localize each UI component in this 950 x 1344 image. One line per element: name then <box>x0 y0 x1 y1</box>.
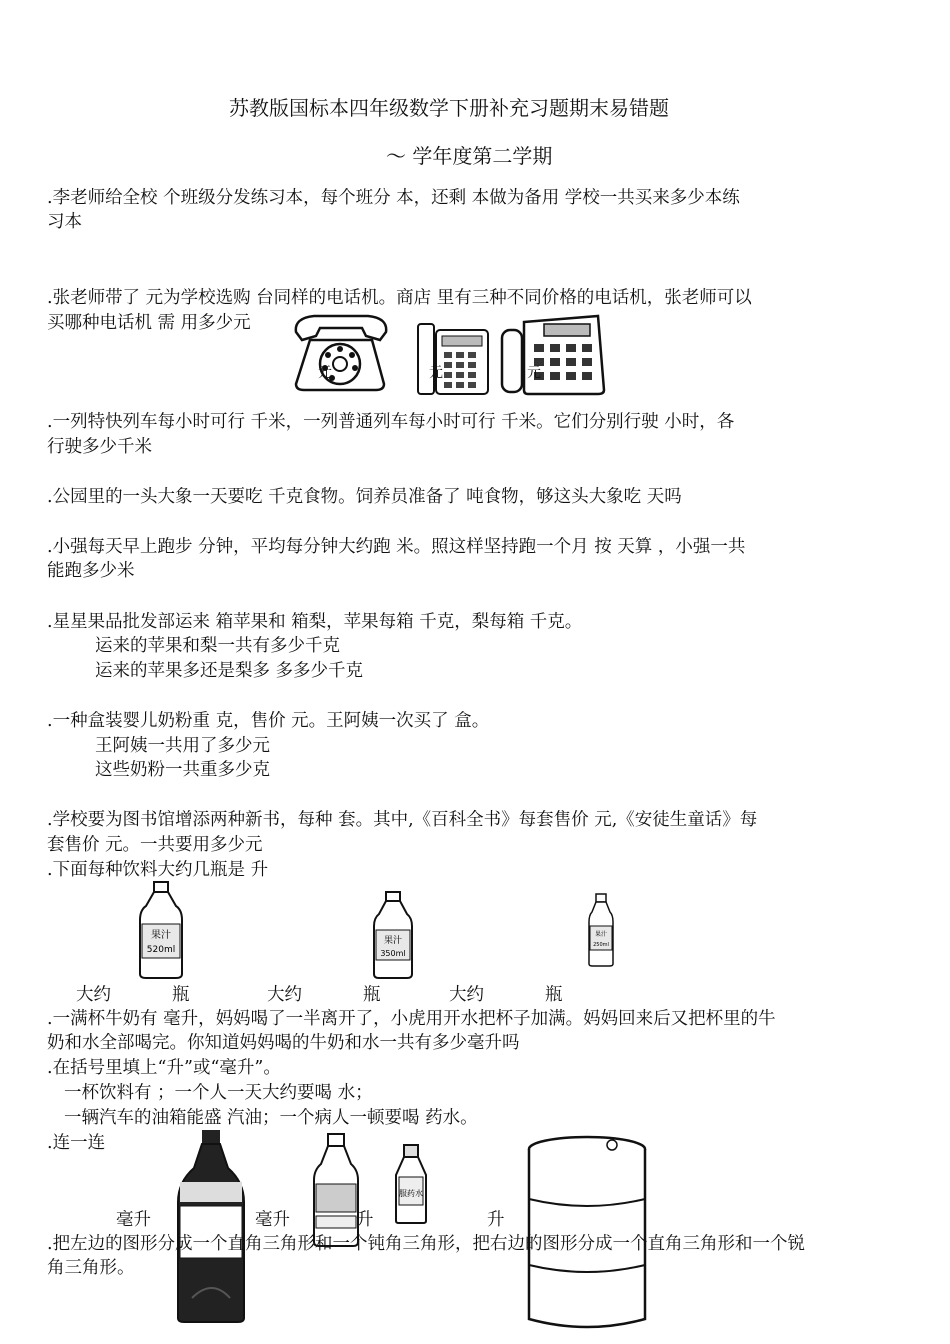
page-subtitle: ～ 学年度第二学期 <box>386 144 553 168</box>
bottle-2-unit-label: 瓶 <box>363 985 381 1005</box>
match-unit-2: 毫升 <box>255 1210 290 1230</box>
bottle-2-label: 果汁 <box>383 936 403 946</box>
question-11-line-2: 一杯饮料有 ；一个人一天大约要喝 水； <box>64 1083 373 1103</box>
rotary-phone-illustration <box>288 310 393 392</box>
juice-bottle-520ml-illustration <box>136 880 186 980</box>
question-5-line-2: 能跑多少米 <box>47 561 135 581</box>
bottle-3-unit-label: 瓶 <box>545 985 563 1005</box>
bottle-3-label: 果汁 <box>594 931 608 938</box>
bottle-1-unit-label: 瓶 <box>172 985 190 1005</box>
question-7-sub-1: 王阿姨一共用了多少元 <box>95 736 270 756</box>
fax-phone-illustration <box>500 312 606 396</box>
water-bottle-illustration <box>311 1132 361 1248</box>
match-unit-3: 升 <box>356 1210 374 1230</box>
question-8-line-2: 套售价 元。一共要用多少元 <box>47 835 263 855</box>
question-8-line-1: .学校要为图书馆增添两种新书，每种 套。其中,《百科全书》每套售价 元,《安徒生童话》每 <box>47 810 758 830</box>
question-2-line-2: 买哪种电话机 需 用多少元 <box>47 313 251 333</box>
page-title: 苏教版国标本四年级数学下册补充习题期末易错题 <box>229 96 669 120</box>
question-3-line-2: 行驶多少千米 <box>47 437 152 457</box>
question-13-line-1: .把左边的图形分成一个直角三角形和一个钝角三角形，把右边的图形分成一个直角三角形和一个锐 <box>47 1234 806 1254</box>
question-1-line-2: 习本 <box>47 212 82 232</box>
question-6-line-1: .星星果品批发部运来 箱苹果和 箱梨，苹果每箱 千克，梨每箱 千克。 <box>47 612 583 632</box>
question-11-line-1: .在括号里填上“升”或“毫升”。 <box>47 1058 281 1078</box>
question-13-line-2: 角三角形。 <box>47 1258 135 1278</box>
bottle-1-about-label: 大约 <box>76 985 111 1005</box>
bottle-1-volume: 520ml <box>146 945 176 955</box>
medicine-label: 服药水 <box>399 1189 423 1198</box>
bottle-2-about-label: 大约 <box>267 985 302 1005</box>
phone-2-price-unit: 元 <box>429 365 443 381</box>
large-soda-bottle-illustration <box>172 1128 250 1324</box>
medicine-bottle-illustration <box>393 1143 429 1225</box>
question-1-line-1: .李老师给全校 个班级分发练习本，每个班分 本，还剩 本做为备用 学校一共买来多少本练 <box>47 188 740 208</box>
bottle-3-volume: 250ml <box>593 942 609 948</box>
juice-bottle-250ml-illustration <box>587 892 615 968</box>
bottle-2-volume: 350ml <box>380 949 406 958</box>
question-3-line-1: .一列特快列车每小时可行 千米，一列普通列车每小时可行 千米。它们分别行驶 小时，各 <box>47 412 735 432</box>
question-2-line-1: .张老师带了 元为学校选购 台同样的电话机。商店 里有三种不同价格的电话机，张老师可以 <box>47 288 752 308</box>
keypad-phone-illustration <box>416 320 491 396</box>
question-10-line-1: .一满杯牛奶有 毫升，妈妈喝了一半离开了，小虎用开水把杯子加满。妈妈回来后又把杯里的牛 <box>47 1009 776 1029</box>
bottle-3-about-label: 大约 <box>449 985 484 1005</box>
match-unit-1: 毫升 <box>116 1210 151 1230</box>
question-4-line-1: .公园里的一头大象一天要吃 千克食物。饲养员准备了 吨食物，够这头大象吃 天吗 <box>47 487 682 507</box>
question-11-line-3: 一辆汽车的油箱能盛 汽油；一个病人一顿要喝 药水。 <box>64 1108 478 1128</box>
question-6-sub-1: 运来的苹果和梨一共有多少千克 <box>95 636 340 656</box>
question-5-line-1: .小强每天早上跑步 分钟，平均每分钟大约跑 米。照这样坚持跑一个月 按 天算 ，小强一共 <box>47 537 746 557</box>
bottle-1-label: 果汁 <box>151 930 171 941</box>
match-unit-4: 升 <box>487 1210 505 1230</box>
question-6-sub-2: 运来的苹果多还是梨多 多多少千克 <box>95 661 364 681</box>
phone-3-price-unit: 元 <box>527 365 541 381</box>
juice-bottle-350ml-illustration <box>371 890 415 980</box>
question-12-line-1: .连一连 <box>47 1133 106 1153</box>
question-7-sub-2: 这些奶粉一共重多少克 <box>95 760 270 780</box>
phone-1-price-unit: 元 <box>318 365 332 381</box>
question-9-line-1: .下面每种饮料大约几瓶是 升 <box>47 860 269 880</box>
question-10-line-2: 奶和水全部喝完。你知道妈妈喝的牛奶和水一共有多少毫升吗 <box>47 1033 520 1053</box>
question-7-line-1: .一种盒装婴儿奶粉重 克，售价 元。王阿姨一次买了 盒。 <box>47 711 490 731</box>
